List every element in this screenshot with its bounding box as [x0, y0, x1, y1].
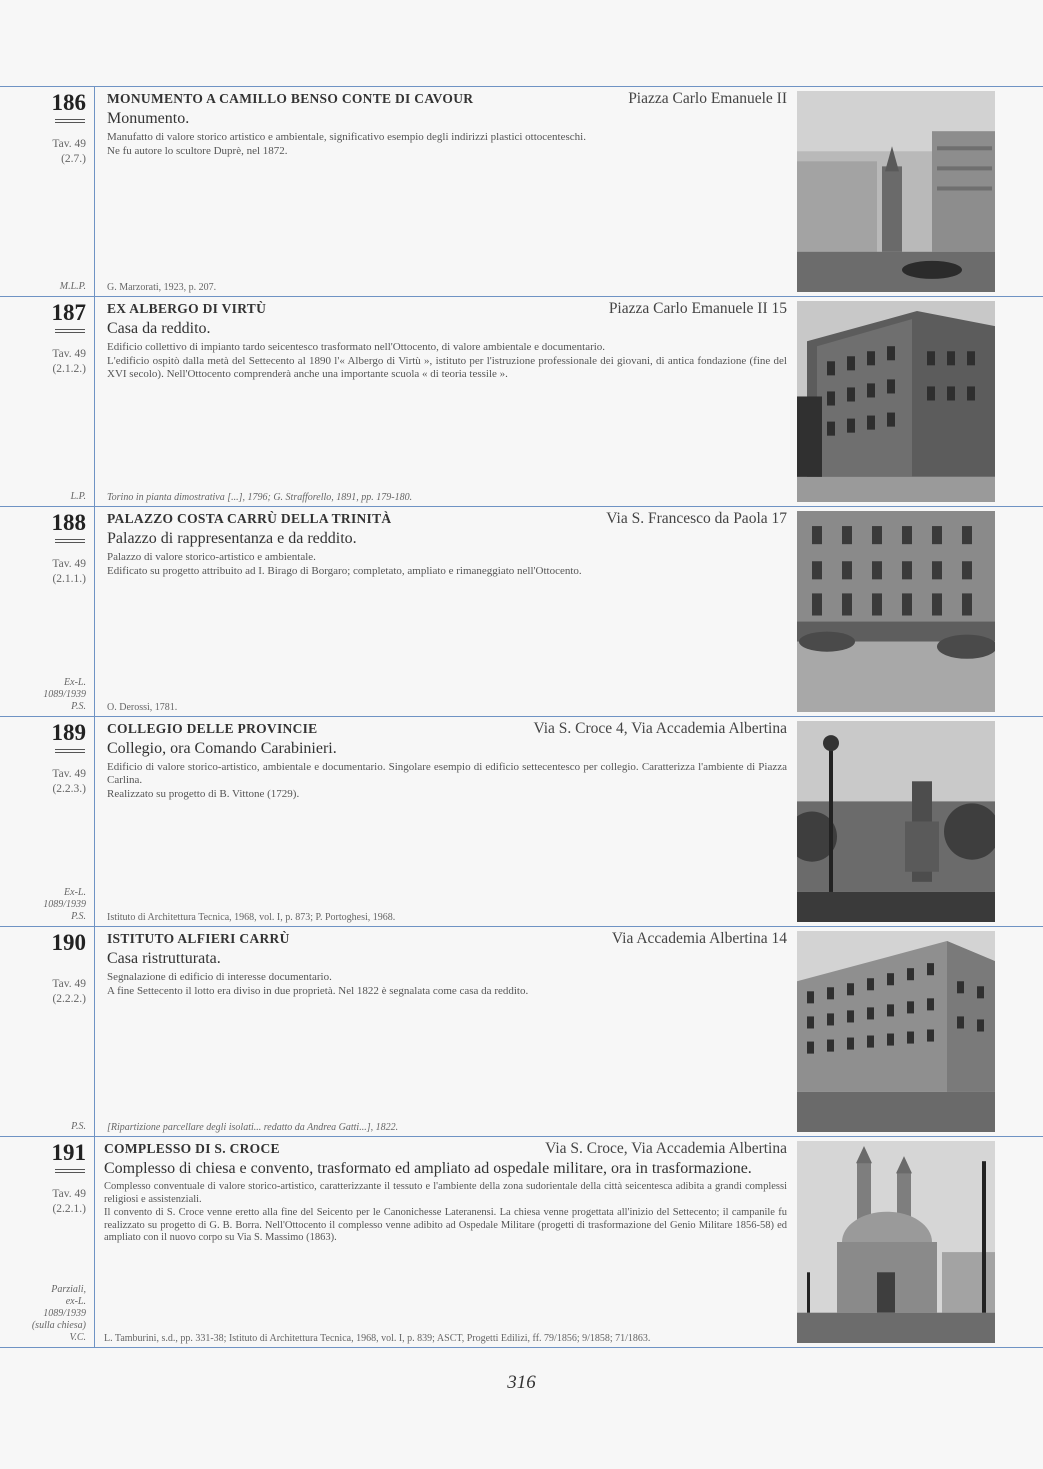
entry-type: Complesso di chiesa e convento, trasformato ed ampliato ad ospedale militare, ora in trasformazione.	[104, 1160, 752, 1177]
entry-address: Via S. Croce 4, Via Accademia Albertina	[533, 720, 787, 737]
catalog-entry-187	[0, 296, 1043, 506]
entry-address: Via S. Croce, Via Accademia Albertina	[545, 1140, 787, 1157]
entry-description: Complesso conventuale di valore storico-artistico, caratterizzante il tessuto e l'ambiente della zona sudorientale della città seicentesca adibita a grandi complessi religiosi e assistenziali.	[104, 1181, 787, 1205]
tav-label: Tav. 49	[52, 558, 86, 570]
entry-bibliography: L. Tamburini, s.d., pp. 331-38; Istituto di Architettura Tecnica, 1968, vol. I, p. 839; ASCT, Progetti Edilizi, ff. 79/1856; 9/1858; 71/1863.	[104, 1333, 651, 1344]
tav-code: (2.1.2.)	[52, 363, 86, 375]
entry-bibliography: G. Marzorati, 1923, p. 207.	[107, 282, 217, 293]
entry-content	[107, 509, 787, 716]
entry-address: Via S. Francesco da Paola 17	[606, 510, 787, 527]
catalog-list	[0, 86, 1043, 1348]
corner-building-photo-icon	[797, 931, 995, 1132]
entry-description: Segnalazione di edificio di interesse documentario.	[107, 971, 332, 983]
entry-header	[107, 509, 787, 529]
column-divider	[94, 927, 95, 1136]
protection-note: Parziali, ex-L. 1089/1939 (sulla chiesa) V.C.	[31, 1284, 86, 1343]
church-photo-icon	[797, 1141, 995, 1343]
entry-photo	[797, 301, 995, 502]
entry-number: 189	[51, 720, 86, 745]
entry-bibliography: Istituto di Architettura Tecnica, 1968, vol. I, p. 873; P. Portoghesi, 1968.	[107, 912, 396, 923]
entry-photo	[797, 721, 995, 922]
catalog-entry-190	[0, 926, 1043, 1136]
tav-label: Tav. 49	[52, 1188, 86, 1200]
entry-margin	[0, 927, 92, 1136]
entry-header	[107, 929, 787, 949]
entry-photo	[797, 1141, 995, 1343]
catalog-entry-188	[0, 506, 1043, 716]
entry-number: 190	[51, 930, 86, 955]
entry-content	[104, 1139, 787, 1347]
entry-history: Edificato su progetto attribuito ad I. Birago di Borgaro; completato, ampliato e rimaneggiato nell'Ottocento.	[107, 565, 582, 577]
entry-content	[107, 299, 787, 506]
entry-history: L'edificio ospitò dalla metà del Settecento al 1890 l'« Albergo di Virtù », istituto per l'istruzione professionale dei giovani, di antica fondazione (fine del XVI secolo). Nell'Ottocento comprenderà anche una importante scuola « di teoria tessile ».	[107, 355, 787, 380]
column-divider	[94, 507, 95, 716]
entry-description: Palazzo di valore storico-artistico e ambientale.	[107, 551, 316, 563]
entry-title: COMPLESSO DI S. CROCE	[104, 1141, 280, 1156]
statue-photo-icon	[797, 721, 995, 922]
entry-type: Palazzo di rappresentanza e da reddito.	[107, 530, 357, 547]
entry-description: Manufatto di valore storico artistico e ambientale, significativo esempio degli indirizzi plastici ottocenteschi.	[107, 131, 586, 143]
entry-address: Piazza Carlo Emanuele II 15	[608, 300, 787, 317]
entry-description: Edificio di valore storico-artistico, ambientale e documentario. Singolare esempio di edificio settecentesco per collegio. Caratterizza l'ambiente di Piazza Carlina.	[107, 761, 787, 786]
entry-photo	[797, 91, 995, 292]
tav-code: (2.2.3.)	[52, 783, 86, 795]
entry-type: Casa ristrutturata.	[107, 950, 221, 967]
entry-history: A fine Settecento il lotto era diviso in due proprietà. Nel 1822 è segnalata come casa da reddito.	[107, 985, 529, 997]
entry-title: COLLEGIO DELLE PROVINCIE	[107, 721, 318, 736]
tav-label: Tav. 49	[52, 768, 86, 780]
entry-content	[107, 89, 787, 296]
tav-code: (2.2.2.)	[52, 993, 86, 1005]
tav-reference	[52, 137, 86, 167]
entry-header	[107, 89, 787, 109]
entry-header	[107, 719, 787, 739]
entry-type: Monumento.	[107, 110, 190, 127]
number-rule	[55, 119, 85, 123]
column-divider	[94, 87, 95, 296]
catalog-entry-191	[0, 1136, 1043, 1348]
entry-bibliography: O. Derossi, 1781.	[107, 702, 178, 713]
column-divider	[94, 717, 95, 926]
entry-title: PALAZZO COSTA CARRÙ DELLA TRINITÀ	[107, 511, 392, 526]
tav-reference	[52, 767, 86, 797]
entry-header	[107, 299, 787, 319]
entry-content	[107, 719, 787, 926]
tav-code: (2.1.1.)	[52, 573, 86, 585]
tav-reference	[52, 977, 86, 1007]
entry-type: Casa da reddito.	[107, 320, 211, 337]
entry-title: EX ALBERGO DI VIRTÙ	[107, 301, 267, 316]
entry-title: ISTITUTO ALFIERI CARRÙ	[107, 931, 290, 946]
tav-reference	[52, 557, 86, 587]
entry-address: Via Accademia Albertina 14	[611, 930, 787, 947]
protection-note: P.S.	[71, 1121, 86, 1132]
entry-title: MONUMENTO A CAMILLO BENSO CONTE DI CAVOUR	[107, 91, 474, 106]
entry-bibliography: Torino in pianta dimostrativa [...], 1796; G. Strafforello, 1891, pp. 179-180.	[107, 492, 413, 503]
entry-address: Piazza Carlo Emanuele II	[628, 90, 787, 107]
entry-description: Edificio collettivo di impianto tardo seicentesco trasformato nell'Ottocento, di valore ambientale e documentario.	[107, 341, 606, 353]
entry-history: Realizzato su progetto di B. Vittone (1729).	[107, 788, 300, 800]
entry-number: 187	[51, 300, 86, 325]
number-rule	[55, 329, 85, 333]
entry-margin	[0, 297, 92, 506]
catalog-entry-189	[0, 716, 1043, 926]
entry-margin	[0, 1137, 92, 1347]
protection-note: Ex-L. 1089/1939 P.S.	[43, 887, 86, 922]
tav-label: Tav. 49	[52, 978, 86, 990]
entry-content	[107, 929, 787, 1136]
tav-code: (2.2.1.)	[52, 1203, 86, 1215]
number-rule	[55, 749, 85, 753]
entry-history: Il convento di S. Croce venne eretto alla fine del Seicento per le Canonichesse Lateranensi. La chiesa venne progettata all'inizio del Settecento; il campanile fu realizzato su progetto di G. B. Borra. Nell'Ottocento il complesso venne adibito ad Ospedale Militare (progetti di trasformazione del Genio Militare 1856-58) ed ampliato con il nuovo corpo su Via S. Massimo (1863).	[104, 1207, 787, 1243]
protection-note: L.P.	[70, 491, 86, 502]
entry-number: 191	[51, 1140, 86, 1165]
tav-label: Tav. 49	[52, 348, 86, 360]
building-photo-icon	[797, 301, 995, 502]
entry-type: Collegio, ora Comando Carabinieri.	[107, 740, 337, 757]
column-divider	[94, 1137, 95, 1347]
number-rule	[55, 1169, 85, 1173]
column-divider	[94, 297, 95, 506]
entry-margin	[0, 717, 92, 926]
number-rule	[55, 539, 85, 543]
page-number: 316	[507, 1372, 536, 1393]
entry-margin	[0, 87, 92, 296]
protection-note: M.L.P.	[59, 281, 86, 292]
catalog-entry-186	[0, 86, 1043, 296]
tav-reference	[52, 347, 86, 377]
monument-photo-icon	[797, 91, 995, 292]
entry-history: Ne fu autore lo scultore Duprè, nel 1872.	[107, 145, 288, 157]
tav-code: (2.7.)	[61, 153, 86, 165]
tav-label: Tav. 49	[52, 138, 86, 150]
entry-number: 186	[51, 90, 86, 115]
entry-photo	[797, 511, 995, 712]
tav-reference	[52, 1187, 86, 1217]
entry-margin	[0, 507, 92, 716]
protection-note: Ex-L. 1089/1939 P.S.	[43, 677, 86, 712]
entry-bibliography: [Ripartizione parcellare degli isolati... redatto da Andrea Gatti...], 1822.	[107, 1122, 399, 1133]
entry-photo	[797, 931, 995, 1132]
entry-number: 188	[51, 510, 86, 535]
palazzo-photo-icon	[797, 511, 995, 712]
entry-header	[104, 1139, 787, 1159]
